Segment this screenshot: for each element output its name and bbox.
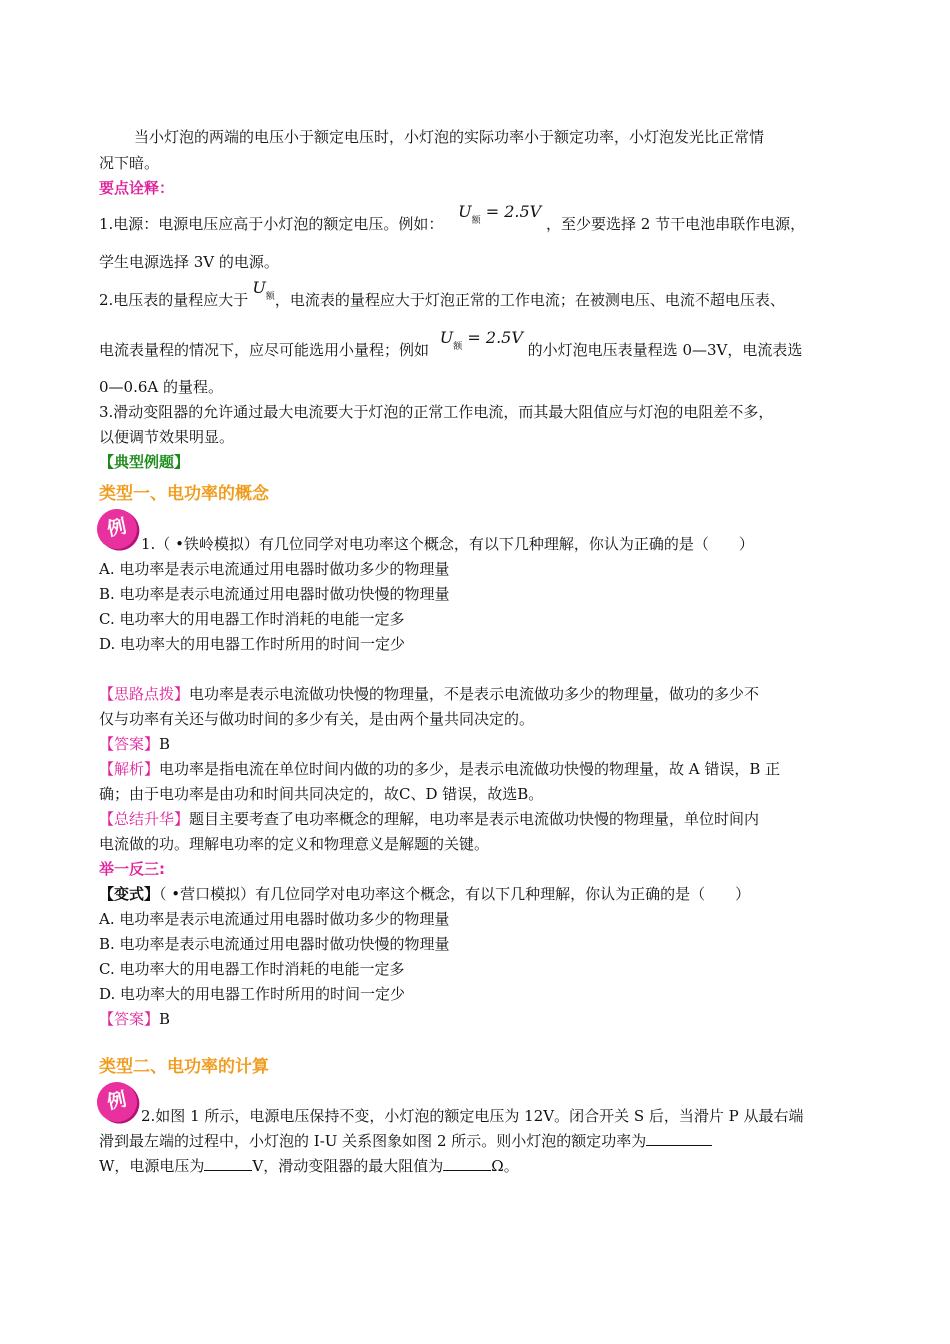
type2-question-line-2 xyxy=(99,1131,712,1151)
type2-question-text-2: 滑到最左端的过程中，小灯泡的 I-U 关系图象如图 2 所示。则小灯泡的额定功率为 xyxy=(99,1132,647,1150)
type1-option-a: A. 电功率是表示电流通过用电器时做功多少的物理量 xyxy=(99,560,450,578)
variant-heading: 举一反三: xyxy=(99,860,165,878)
key-point-1-text-b: ，至少要选择 2 节干电池串联作电源， xyxy=(545,215,806,233)
variant-answer xyxy=(99,1009,170,1029)
variant-option-b: B. 电功率是表示电流通过用电器时做功快慢的物理量 xyxy=(99,935,450,953)
analysis-text: 电功率是指电流在单位时间内做的功的多少，是表示电流做功快慢的物理量，故 A 错误，B 正 xyxy=(159,760,781,778)
type2-title: 类型二、电功率的计算 xyxy=(99,1057,269,1077)
rated-voltage-formula xyxy=(458,202,541,225)
rated-voltage-formula-2 xyxy=(440,328,523,351)
variant-answer-value: B xyxy=(159,1010,171,1028)
summary-label: 【总结升华】 xyxy=(99,810,190,828)
type1-analysis-cont: 确；由于电功率是由功和时间共同决定的，故C、D 错误，故选B。 xyxy=(99,785,544,803)
key-point-2-text-c: 电流表量程的情况下，应尽可能选用小量程；例如 xyxy=(99,341,430,359)
formula-value-3: = 2.5V xyxy=(467,328,523,347)
variant-option-c: C. 电功率大的用电器工作时消耗的电能一定多 xyxy=(99,960,405,978)
type2-question-text-3a: W，电源电压为 xyxy=(99,1157,205,1175)
answer-blank-resistance[interactable] xyxy=(443,1156,491,1171)
key-point-2-cont xyxy=(99,328,803,363)
hint-text: 电功率是表示电流做功快慢的物理量，不是表示电流做功多少的物理量，做功的多少不 xyxy=(189,685,760,703)
key-point-3-cont: 以便调节效果明显。 xyxy=(99,428,235,446)
key-point-2-text-d: 的小灯泡电压表量程选 0—3V，电流表选 xyxy=(527,341,803,359)
type1-question: 1.（ •铁岭模拟）有几位同学对电功率这个概念，有以下几种理解，你认为正确的是（ ） xyxy=(141,535,754,553)
type2-question-text-3c: Ω。 xyxy=(491,1157,519,1175)
hint-label: 【思路点拨】 xyxy=(99,685,190,703)
type2-question-line-1: 2.如图 1 所示，电源电压保持不变，小灯泡的额定电压为 12V。闭合开关 S 后，当滑片 P 从最右端 xyxy=(141,1107,804,1125)
variant-question-text: （ •营口模拟）有几位同学对电功率这个概念，有以下几种理解，你认为正确的是（ ） xyxy=(159,885,751,903)
variant-answer-label: 【答案】 xyxy=(99,1010,160,1028)
type1-summary-cont: 电流做的功。理解电功率的定义和物理意义是解题的关键。 xyxy=(99,835,490,853)
formula-symbol-2: U xyxy=(252,278,266,297)
formula-subscript: 额 xyxy=(471,216,481,226)
intro-line-1: 当小灯泡的两端的电压小于额定电压时，小灯泡的实际功率小于额定功率，小灯泡发光比正常情 xyxy=(134,128,765,146)
type2-question-text-3b: V，滑动变阻器的最大阻值为 xyxy=(252,1157,444,1175)
example-badge-icon-2: 例 xyxy=(93,1078,140,1125)
key-point-1 xyxy=(99,202,806,237)
formula-subscript-2: 额 xyxy=(265,292,275,302)
example-badge-icon: 例 xyxy=(93,505,140,552)
key-point-2-end: 0—0.6A 的量程。 xyxy=(99,378,223,396)
key-point-3: 3.滑动变阻器的允许通过最大电流要大于灯泡的正常工作电流，而其最大阻值应与灯泡的电阻差不多， xyxy=(99,403,774,421)
answer-blank-power[interactable] xyxy=(646,1131,712,1146)
type1-hint xyxy=(99,684,759,704)
type1-title: 类型一、电功率的概念 xyxy=(99,484,269,504)
summary-text: 题目主要考查了电功率概念的理解，电功率是表示电流做功快慢的物理量，单位时间内 xyxy=(189,810,760,828)
answer-label: 【答案】 xyxy=(99,735,160,753)
type1-summary xyxy=(99,809,759,829)
variant-option-d: D. 电功率大的用电器工作时所用的时间一定少 xyxy=(99,985,406,1003)
answer-value: B xyxy=(159,735,171,753)
type1-option-c: C. 电功率大的用电器工作时消耗的电能一定多 xyxy=(99,610,405,628)
key-points-heading: 要点诠释： xyxy=(99,179,175,197)
formula-value: = 2.5V xyxy=(485,202,542,221)
type1-hint-cont: 仅与功率有关还与做功时间的多少有关，是由两个量共同决定的。 xyxy=(99,710,535,728)
type1-option-b: B. 电功率是表示电流通过用电器时做功快慢的物理量 xyxy=(99,585,450,603)
formula-subscript-3: 额 xyxy=(453,342,463,352)
type1-option-d: D. 电功率大的用电器工作时所用的时间一定少 xyxy=(99,635,406,653)
key-point-2 xyxy=(99,278,785,313)
type1-answer xyxy=(99,734,170,754)
key-point-2-text-a: 2.电压表的量程应大于 xyxy=(99,291,249,309)
variant-option-a: A. 电功率是表示电流通过用电器时做功多少的物理量 xyxy=(99,910,450,928)
key-point-1-text-a: 1.电源：电源电压应高于小灯泡的额定电压。例如： xyxy=(99,215,444,233)
intro-line-2: 况下暗。 xyxy=(99,154,160,172)
type2-question-line-3 xyxy=(99,1156,519,1176)
formula-symbol: U xyxy=(458,202,472,221)
answer-blank-voltage[interactable] xyxy=(204,1156,252,1171)
variant-label: 【变式】 xyxy=(99,885,160,903)
key-point-1-cont: 学生电源选择 3V 的电源。 xyxy=(99,253,279,271)
variant-question xyxy=(99,884,750,904)
key-point-2-text-b: ，电流表的量程应大于灯泡正常的工作电流；在被测电压、电流不超电压表、 xyxy=(274,291,785,309)
analysis-label: 【解析】 xyxy=(99,760,160,778)
examples-heading: 【典型例题】 xyxy=(99,453,190,471)
formula-symbol-3: U xyxy=(439,328,454,347)
type1-analysis xyxy=(99,759,780,779)
rated-voltage-symbol xyxy=(252,278,275,301)
